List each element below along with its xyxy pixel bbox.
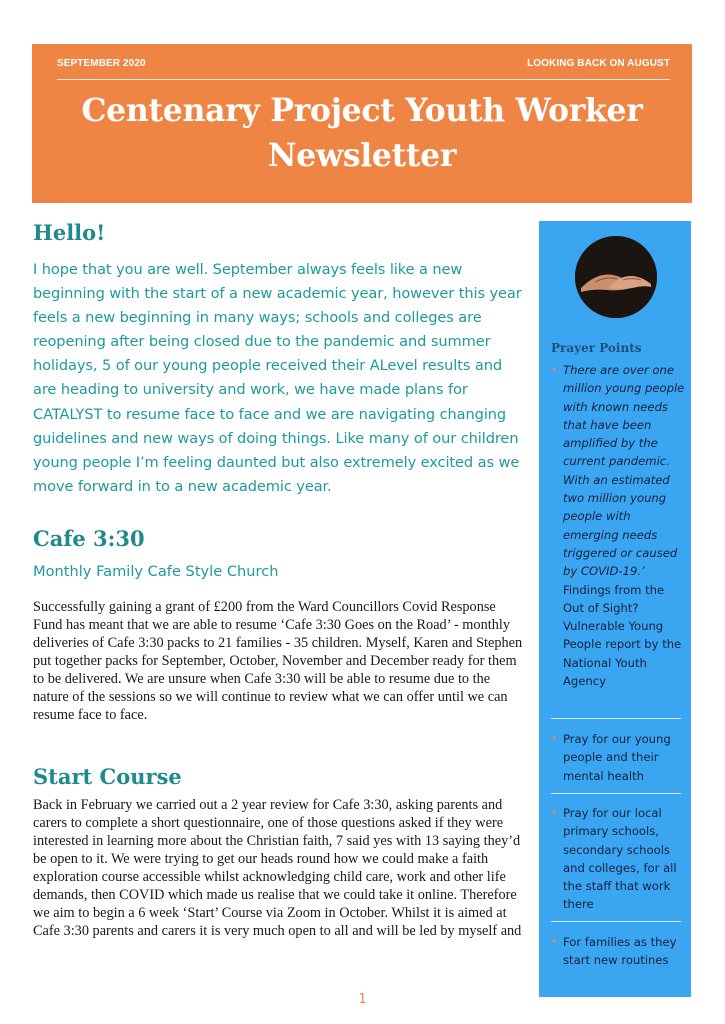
prayer-point-item [551, 361, 687, 690]
praying-hands-image [575, 236, 657, 318]
hello-paragraph: I hope that you are well. September always feels like a new beginning with the start of a new academic year, however this year feels a new beginning in many ways; schools and colleges are reopening after being closed due to the pandemic and summer holidays, 5 of our young people received their ALevel results and are heading to university and work, we have made plans for CATALYST to resume face to face and we are navigating changing guidelines and new ways of doing things. Like many of our children young people I’m feeling daunted but also extremely excited as we move forward in to a new academic year. [33, 261, 522, 495]
cafe-paragraph: Successfully gaining a grant of £200 from the Ward Councillors Covid Response Fund has meant that we are able to resume ‘Cafe 3:30 Goes on the Road’ - monthly deliveries of Cafe 3:30 packs to 21 families - 35 children. Myself, Karen and Stephen put together packs for September, October, November and December ready for them to be delivered. We are unsure when Cafe 3:30 will be able to resume due to the nature of the sessions so we will continue to review what we can offer until we can resume face to face. [33, 599, 523, 723]
start-course-paragraph: Back in February we carried out a 2 year review for Cafe 3:30, asking parents and carers to complete a short questionnaire, one of those questions asked if they were interested in learning more about the Christian faith, 7 said yes with 13 saying they’d be open to it. We were trying to get our heads round how we could make a faith exploration course accessible whilst acknowledging child care, work and other life demands, then COVID which made us realise that we could take it online. Therefore we aim to begin a 6 week ‘Start’ Course via Zoom in October. Whilst it is aimed at Cafe 3:30 parents and carers it is very much open to all and will be led by myself and [33, 797, 522, 939]
issue-tagline: LOOKING BACK ON AUGUST [527, 58, 670, 69]
prayer-point-quote: There are over one million young people with known needs that have been amplified by the current pandemic. With an estimated two million young people with emerging needs triggered or caused by COVID-19.’ [563, 363, 685, 579]
prayer-point-source: Findings from the Out of Sight? Vulnerable Young People report by the National Youth Agency [563, 582, 682, 689]
prayer-point-divider [551, 921, 681, 922]
bullet-icon: • [551, 363, 558, 376]
prayer-point-item [551, 730, 687, 785]
newsletter-banner [32, 44, 692, 203]
newsletter-title: Centenary Project Youth Worker Newsletter [81, 92, 643, 174]
prayer-point-divider [551, 793, 681, 794]
prayer-point-text: Pray for our young people and their mental health [563, 732, 671, 783]
prayer-point-text: Pray for our local primary schools, secondary schools and colleges, for all the staff that work there [563, 806, 677, 912]
prayer-point-divider [551, 718, 681, 719]
cafe-subheading: Monthly Family Cafe Style Church [33, 563, 279, 580]
hello-heading: Hello! [33, 220, 106, 245]
prayer-point-item [551, 804, 687, 914]
bullet-icon: • [551, 732, 558, 745]
start-course-heading: Start Course [33, 764, 182, 789]
banner-divider [57, 79, 670, 80]
prayer-points-heading: Prayer Points [551, 341, 642, 355]
prayer-point-item [551, 933, 687, 970]
bullet-icon: • [551, 806, 558, 819]
prayer-point-text: For families as they start new routines [563, 935, 677, 968]
prayer-points-sidebar [539, 221, 691, 997]
cafe-heading: Cafe 3:30 [33, 526, 145, 551]
bullet-icon: • [551, 935, 558, 948]
issue-date: SEPTEMBER 2020 [57, 58, 146, 69]
page-number: 1 [358, 992, 367, 1007]
